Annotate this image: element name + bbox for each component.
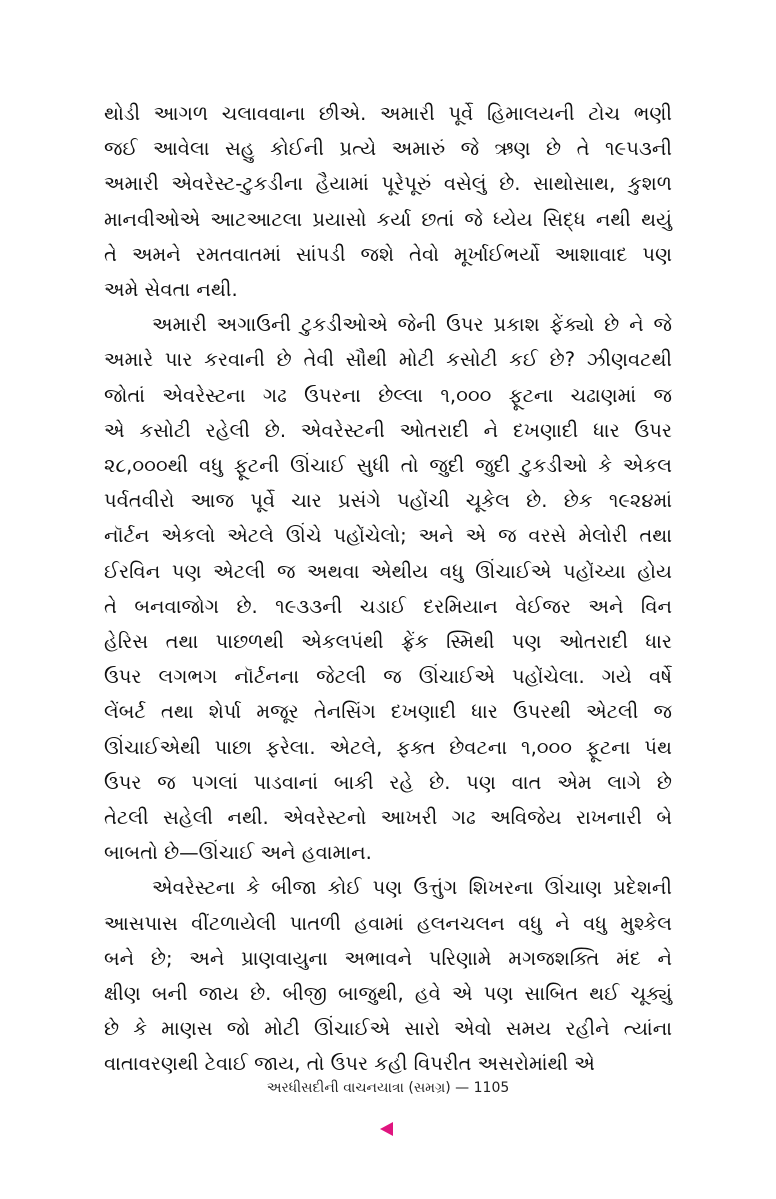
text-line: ઉપર જ પગલાં પાડવાનાં બાકી રહે છે. પણ વાત એમ લાગે છે [104,770,672,794]
text-line: તે અમને રમતવાતમાં સાંપડી જશે તેવો મૂર્ખાઈભર્યો આશાવાદ પણ [104,242,672,266]
paragraph [104,96,672,307]
text-line: બને છે; અને પ્રાણવાયુના અભાવને પરિણામે મગજશક્તિ મંદ ને [104,946,672,970]
text-line: તે બનવાજોગ છે. ૧૯૩૩ની ચડાઈ દરમિયાન વેઈજર અને વિન [104,594,672,618]
page-body [104,96,672,1082]
text-line: છે કે માણસ જો મોટી ઊંચાઈએ સારો એવો સમય રહીને ત્યાંના [104,1017,672,1041]
text-line: માનવીઓએ આટઆટલા પ્રયાસો કર્યા છતાં જે ધ્યેય સિદ્ધ નથી થયું [104,207,672,231]
text-line: એવરેસ્ટના કે બીજા કોઈ પણ ઉત્તુંગ શિખરના ઊંચાણ પ્રદેશની [152,876,672,900]
text-line: ક્ષીણ બની જાય છે. બીજી બાજુથી, હવે એ પણ સાબિત થઈ ચૂક્યું [104,982,672,1006]
previous-page-arrow-icon[interactable] [380,1122,393,1136]
text-line: લેંબર્ટ તથા શેર્પા મજૂર તેનસિંગ દખણાદી ધાર ઉપરથી એટલી જ [104,700,672,724]
text-line: તેટલી સહેલી નથી. એવરેસ્ટનો આખરી ગઢ અવિજેય રાખનારી બે [104,806,672,830]
paragraph [104,870,672,1081]
text-line: અમારી એવરેસ્ટ-ટુકડીના હૈયામાં પૂરેપૂરું વસેલું છે. સાથોસાથ, કુશળ [104,172,672,196]
text-line: પર્વતવીરો આજ પૂર્વે ચાર પ્રસંગે પહોંચી ચૂકેલ છે. છેક ૧૯૨૪માં [104,489,672,513]
paragraph [104,307,672,870]
text-line: નૉર્ટન એકલો એટલે ઊંચે પહોંચેલો; અને એ જ વરસે મેલોરી તથા [104,524,672,548]
page-footer: અરધીસદીની વાચનયાત્રા (સમગ્ર) — 1105 [266,1080,510,1096]
text-line: એ કસોટી રહેલી છે. એવરેસ્ટની ઓતરાદી ને દખણાદી ધાર ઉપર [104,418,672,442]
text-line: ઊંચાઈએથી પાછા ફરેલા. એટલે, ફક્ત છેવટના ૧,૦૦૦ ફૂટના પંથ [104,735,672,759]
text-line: ૨૮,૦૦૦થી વધુ ફૂટની ઊંચાઈ સુધી તો જુદી જુદી ટુકડીઓ કે એકલ [104,454,672,478]
text-line: હેરિસ તથા પાછળથી એકલપંથી ફ્રેંક સ્મિથી પણ ઓતરાદી ધાર [104,630,672,654]
text-line: આસપાસ વીંટળાયેલી પાતળી હવામાં હલનચલન વધુ ને વધુ મુશ્કેલ [104,911,672,935]
text-line: જોતાં એવરેસ્ટના ગઢ ઉપરના છેલ્લા ૧,૦૦૦ ફૂટના ચઢાણમાં જ [104,383,672,407]
text-line: ઈરવિન પણ એટલી જ અથવા એથીય વધુ ઊંચાઈએ પહોંચ્યા હોય [104,559,672,583]
text-line: અમારે પાર કરવાની છે તેવી સૌથી મોટી કસોટી કઈ છે? ઝીણવટથી [104,348,672,372]
text-line: ઉપર લગભગ નૉર્ટનના જેટલી જ ઊંચાઈએ પહોંચેલા. ગયે વર્ષે [104,665,672,689]
text-line: અમારી અગાઉની ટુકડીઓએ જેની ઉપર પ્રકાશ ફેંક્યો છે ને જે [152,313,672,337]
text-line: થોડી આગળ ચલાવવાના છીએ. અમારી પૂર્વે હિમાલયની ટોચ ભણી [104,102,672,125]
text-line: અમે સેવતા નથી. [104,278,238,302]
text-line: વાતાવરણથી ટેવાઈ જાય, તો ઉપર કહી વિપરીત અસરોમાંથી એ [104,1052,595,1076]
text-line: બાબતો છે—ઊંચાઈ અને હવામાન. [104,841,372,865]
text-line: જઈ આવેલા સહુ કોઈની પ્રત્યે અમારું જે ઋણ છે તે ૧૯૫૩ની [104,137,672,161]
